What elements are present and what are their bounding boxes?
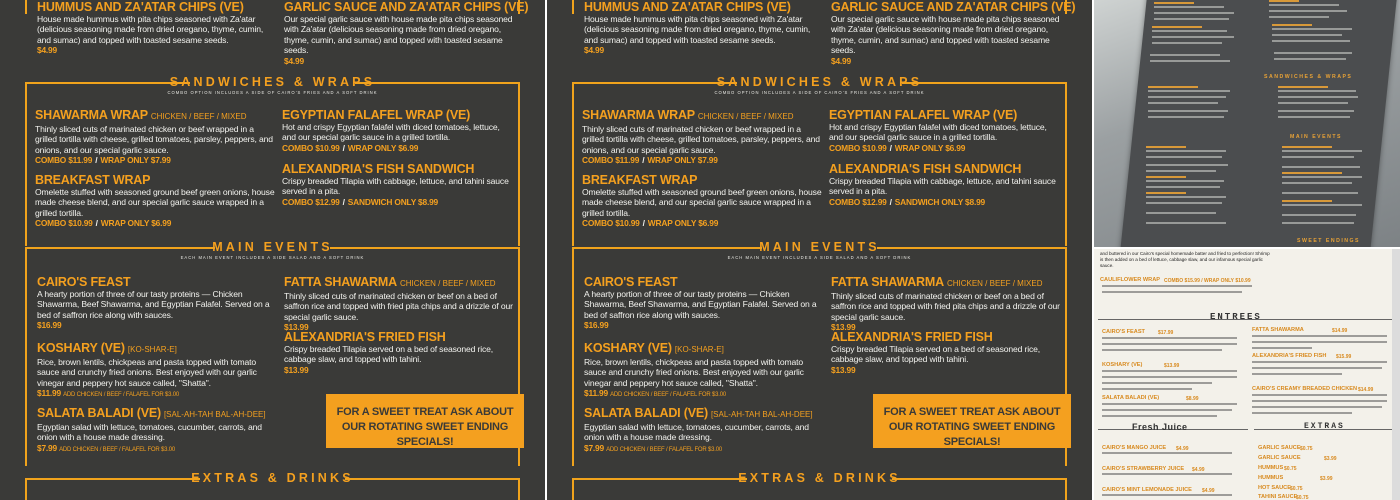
entree-right-0: FATTA SHAWARMA — [1252, 327, 1304, 333]
item-description: Hot and crispy Egyptian falafel with diced tomatoes, lettuce, and our special garlic sauce in a grilled tortilla. — [829, 122, 1047, 143]
item-price: $13.99 — [831, 364, 856, 375]
menu-item — [831, 0, 1076, 67]
item-description: Rice, brown lentils, chickpeas and pasta topped with tomato sauce and crunchy fried onions. Best enjoyed with our garlic vinegar and peppery hot sauce called, "Shatta". — [584, 357, 804, 388]
item-price: $11.99 ADD CHICKEN / BEEF / FALAFEL FOR $3.00 — [584, 388, 726, 399]
item-title: EGYPTIAN FALAFEL WRAP (VE) — [829, 108, 1018, 122]
item-description: Thinly sliced cuts of marinated chicken or beef wrapped in a grilled tortilla with cheese, grilled tomatoes, parsley, peppers, and onions, and our special garlic sauce. — [582, 124, 820, 155]
extra-0: GARLIC SAUCE — [1258, 445, 1301, 451]
extra-4-price: $0.75 — [1290, 486, 1303, 492]
menu-item — [37, 406, 271, 456]
item-price: $7.99 ADD CHICKEN / BEEF / FALAFEL FOR $3.00 — [584, 442, 722, 453]
section-note: EACH MAIN EVENT INCLUDES A SIDE SALAD AND A SOFT DRINK — [727, 255, 912, 260]
menu-item — [582, 173, 822, 229]
extras-title: EXTRAS — [1304, 422, 1345, 431]
menu-item — [582, 108, 822, 166]
entree-left-1: KOSHARY (VE) — [1102, 362, 1143, 368]
juice-2-price: $4.99 — [1202, 488, 1215, 494]
section-header-main-events — [25, 240, 520, 268]
item-title: HUMMUS AND ZA'ATAR CHIPS (VE) — [37, 0, 244, 14]
item-description: A hearty portion of three of our tasty proteins — Chicken Shawarma, Beef Shawarma, and Egyptian Falafel. Served on a bed of saffron rice along with sauces. — [37, 289, 270, 320]
section-header-sandwiches — [25, 75, 520, 103]
juice-0: CAIRO'S MANGO JUICE — [1102, 445, 1167, 451]
item-description: Our special garlic sauce with house made pita chips seasoned with Za'atar (delicious seasoning made from dried oregano, thyme, cumin, and sumac) and topped with toasted sesame seeds. — [284, 14, 513, 56]
menu-item — [284, 275, 514, 333]
item-price: COMBO $10.99 / WRAP ONLY $6.99 — [582, 218, 719, 229]
intro-text: and buttered in our Cairo's special homemade batter and fried to perfection! Shrimp is then added on a bed of lettuce, cabbage slaw, and our infamous special garlic sauce. — [1100, 251, 1270, 268]
item-description: Thinly sliced cuts of marinated chicken or beef wrapped in a grilled tortilla with cheese, grilled tomatoes, parsley, peppers, and onions, and our special garlic sauce. — [35, 124, 273, 155]
item-title: BREAKFAST WRAP — [35, 173, 151, 187]
cauliflower-title: CAULIFLOWER WRAP — [1100, 277, 1160, 283]
item-title: EGYPTIAN FALAFEL WRAP (VE) — [282, 108, 471, 122]
item-description: Hot and crispy Egyptian falafel with diced tomatoes, lettuce, and our special garlic sauce in a grilled tortilla. — [282, 122, 500, 143]
fresh-juice-title: Fresh Juice — [1132, 422, 1188, 432]
item-description: Egyptian salad with lettuce, tomatoes, cucumber, carrots, and onion with a house made dressing. — [37, 422, 262, 443]
item-title: ALEXANDRIA'S FISH SANDWICH — [282, 162, 475, 176]
photo-section-main-events: MAIN EVENTS — [1290, 134, 1342, 140]
item-description: Crispy breaded Tilapia with cabbage, lettuce, and tahini sauce served in a pita. — [282, 176, 509, 197]
item-description: House made hummus with pita chips seasoned with Za'atar (delicious seasoning made from dried oregano, thyme, cumin, and sumac) and topped with toasted sesame seeds. — [37, 14, 264, 45]
extra-0-price: $0.75 — [1300, 446, 1313, 452]
entree-left-2: SALATA BALADI (VE) — [1102, 395, 1160, 401]
item-description: Rice, brown lentils, chickpeas and pasta topped with tomato sauce and crunchy fried onions. Best enjoyed with our garlic vinegar and peppery hot sauce called, "Shatta". — [37, 357, 257, 388]
item-price: $13.99 — [284, 322, 309, 333]
sweet-endings-banner: FOR A SWEET TREAT ASK ABOUT OUR ROTATING SWEET ENDING SPECIALS! — [326, 394, 524, 448]
menu-item — [831, 275, 1061, 333]
extra-3: HUMMUS — [1258, 475, 1284, 481]
menu-item — [284, 330, 514, 376]
item-description: Egyptian salad with lettuce, tomatoes, cucumber, carrots, and onion with a house made dressing. — [584, 422, 809, 443]
item-price: COMBO $10.99 / WRAP ONLY $6.99 — [35, 218, 172, 229]
entree-left-0-price: $17.99 — [1158, 330, 1174, 336]
menu-item — [282, 108, 512, 154]
entree-right-2-price: $14.99 — [1358, 387, 1374, 393]
entree-right-2: CAIRO'S CREAMY BREADED CHICKEN — [1252, 386, 1358, 392]
section-title: SANDWICHES & WRAPS — [169, 75, 376, 89]
item-price: $4.99 — [584, 45, 604, 56]
sweet-endings-banner: FOR A SWEET TREAT ASK ABOUT OUR ROTATING SWEET ENDING SPECIALS! — [873, 394, 1071, 448]
section-title: MAIN EVENTS — [759, 240, 880, 254]
photo-section-sweet-endings: SWEET ENDINGS — [1297, 238, 1361, 244]
section-header-extras — [25, 471, 520, 499]
entree-right-1-price: $15.99 — [1336, 354, 1352, 360]
item-description: A hearty portion of three of our tasty proteins — Chicken Shawarma, Beef Shawarma, and Egyptian Falafel. Served on a bed of saffron rice along with sauces. — [584, 289, 817, 320]
menu-item — [37, 341, 271, 401]
menu-item — [831, 330, 1061, 376]
item-title: CAIRO'S FEAST — [584, 275, 678, 289]
entree-right-1: ALEXANDRIA'S FRIED FISH — [1252, 353, 1327, 359]
section-header-main-events — [572, 240, 1067, 268]
section-note: EACH MAIN EVENT INCLUDES A SIDE SALAD AND A SOFT DRINK — [180, 255, 365, 260]
menu-item — [282, 162, 512, 208]
item-title: SHAWARMA WRAP CHICKEN / BEEF / MIXED — [582, 108, 794, 122]
menu-item — [584, 406, 818, 456]
item-description: Thinly sliced cuts of marinated chicken or beef on a bed of saffron rice and topped with fried pita chips and a drizzle of our special garlic sauce. — [284, 291, 513, 322]
item-title: ALEXANDRIA'S FRIED FISH — [831, 330, 993, 344]
menu-photo-printed — [1094, 249, 1400, 500]
entree-left-0: CAIRO'S FEAST — [1102, 329, 1145, 335]
extra-3-price: $3.99 — [1320, 476, 1333, 482]
item-title: SALATA BALADI (VE) [SAL-AH-TAH BAL-AH-DEE] — [37, 406, 266, 420]
item-price: COMBO $11.99 / WRAP ONLY $7.99 — [35, 155, 171, 166]
item-price: COMBO $11.99 / WRAP ONLY $7.99 — [582, 155, 718, 166]
section-title: EXTRAS & DRINKS — [191, 471, 354, 485]
photo-section-sandwiches: SANDWICHES & WRAPS — [1264, 74, 1353, 80]
menu-item — [584, 275, 818, 331]
item-title: GARLIC SAUCE AND ZA'ATAR CHIPS (VE) — [284, 0, 529, 14]
section-title: MAIN EVENTS — [212, 240, 333, 254]
entree-left-1-price: $13.99 — [1164, 363, 1180, 369]
section-title: SANDWICHES & WRAPS — [716, 75, 923, 89]
juice-1-price: $4.99 — [1192, 467, 1205, 473]
extra-4: HOT SAUCE — [1258, 485, 1291, 491]
item-price: $13.99 — [284, 364, 309, 375]
item-title: GARLIC SAUCE AND ZA'ATAR CHIPS (VE) — [831, 0, 1076, 14]
item-description: Omelette stuffed with seasoned ground beef green onions, house made cheese blend, and our special garlic sauce wrapped in a grilled tortilla. — [582, 187, 822, 218]
item-price: $11.99 ADD CHICKEN / BEEF / FALAFEL FOR $3.00 — [37, 388, 179, 399]
item-price: $16.99 — [37, 320, 62, 331]
item-description: Our special garlic sauce with house made pita chips seasoned with Za'atar (delicious seasoning made from dried oregano, thyme, cumin, and sumac) and topped with toasted sesame seeds. — [831, 14, 1060, 56]
juice-1: CAIRO'S STRAWBERRY JUICE — [1102, 466, 1185, 472]
section-header-extras — [572, 471, 1067, 499]
entree-right-0-price: $14.99 — [1332, 328, 1348, 334]
menu-item — [35, 173, 275, 229]
item-price: COMBO $12.99 / SANDWICH ONLY $8.99 — [829, 196, 986, 207]
menu-item — [829, 108, 1059, 154]
item-title: SHAWARMA WRAP CHICKEN / BEEF / MIXED — [35, 108, 247, 122]
item-title: KOSHARY (VE) [KO-SHAR-E] — [37, 341, 177, 355]
menu-page — [0, 0, 545, 500]
extra-2-price: $0.75 — [1284, 466, 1297, 472]
item-title: ALEXANDRIA'S FISH SANDWICH — [829, 162, 1022, 176]
extra-1-price: $3.99 — [1324, 456, 1337, 462]
item-price: COMBO $10.99 / WRAP ONLY $6.99 — [282, 142, 419, 153]
item-description: House made hummus with pita chips seasoned with Za'atar (delicious seasoning made from dried oregano, thyme, cumin, and sumac) and topped with toasted sesame seeds. — [584, 14, 811, 45]
item-title: FATTA SHAWARMA CHICKEN / BEEF / MIXED — [284, 275, 496, 289]
section-title: EXTRAS & DRINKS — [738, 471, 901, 485]
item-title: CAIRO'S FEAST — [37, 275, 131, 289]
menu-item — [584, 341, 818, 401]
item-description: Omelette stuffed with seasoned ground beef green onions, house made cheese blend, and our special garlic sauce wrapped in a grilled tortilla. — [35, 187, 275, 218]
menu-item — [37, 0, 269, 56]
item-description: Crispy breaded Tilapia with cabbage, lettuce, and tahini sauce served in a pita. — [829, 176, 1056, 197]
menu-item — [37, 275, 271, 331]
menu-page-left — [0, 0, 545, 500]
item-title: FATTA SHAWARMA CHICKEN / BEEF / MIXED — [831, 275, 1043, 289]
item-description: Thinly sliced cuts of marinated chicken or beef on a bed of saffron rice and topped with fried pita chips and a drizzle of our special garlic sauce. — [831, 291, 1060, 322]
item-title: BREAKFAST WRAP — [582, 173, 698, 187]
menu-page — [547, 0, 1092, 500]
item-price: $16.99 — [584, 320, 609, 331]
extra-5-price: $0.75 — [1296, 495, 1309, 500]
juice-0-price: $4.99 — [1176, 446, 1189, 452]
item-price: $4.99 — [284, 55, 304, 66]
juice-2: CAIRO'S MINT LEMONADE JUICE — [1102, 487, 1192, 493]
item-price: COMBO $10.99 / WRAP ONLY $6.99 — [829, 142, 966, 153]
menu-item — [829, 162, 1059, 208]
entree-left-2-price: $8.99 — [1186, 396, 1199, 402]
extra-5: TAHINI SAUCE — [1258, 494, 1298, 500]
item-title: KOSHARY (VE) [KO-SHAR-E] — [584, 341, 724, 355]
extra-1: GARLIC SAUCE — [1258, 455, 1301, 461]
item-description: Crispy breaded Tilapia served on a bed of seasoned rice, cabbage slaw, and topped with tahini. — [284, 344, 493, 365]
section-note: COMBO OPTION INCLUDES A SIDE OF CAIRO'S FRIES AND A SOFT DRINK — [714, 90, 925, 95]
item-price: $13.99 — [831, 322, 856, 333]
item-price: $4.99 — [831, 55, 851, 66]
menu-page-right — [547, 0, 1092, 500]
item-title: SALATA BALADI (VE) [SAL-AH-TAH BAL-AH-DEE] — [584, 406, 813, 420]
extra-2: HUMMUS — [1258, 465, 1284, 471]
item-description: Crispy breaded Tilapia served on a bed of seasoned rice, cabbage slaw, and topped with tahini. — [831, 344, 1040, 365]
item-title: ALEXANDRIA'S FRIED FISH — [284, 330, 446, 344]
item-price: $4.99 — [37, 45, 57, 56]
entrees-title: ENTREES — [1210, 312, 1262, 322]
menu-item — [35, 108, 275, 166]
item-price: $7.99 ADD CHICKEN / BEEF / FALAFEL FOR $3.00 — [37, 442, 175, 453]
cauliflower-price: COMBO $15.99 / WRAP ONLY $10.99 — [1164, 278, 1251, 284]
item-title: HUMMUS AND ZA'ATAR CHIPS (VE) — [584, 0, 791, 14]
menu-item — [284, 0, 529, 67]
item-price: COMBO $12.99 / SANDWICH ONLY $8.99 — [282, 196, 439, 207]
section-note: COMBO OPTION INCLUDES A SIDE OF CAIRO'S FRIES AND A SOFT DRINK — [167, 90, 378, 95]
menu-item — [584, 0, 816, 56]
menu-photo-angled — [1094, 0, 1400, 247]
section-header-sandwiches — [572, 75, 1067, 103]
